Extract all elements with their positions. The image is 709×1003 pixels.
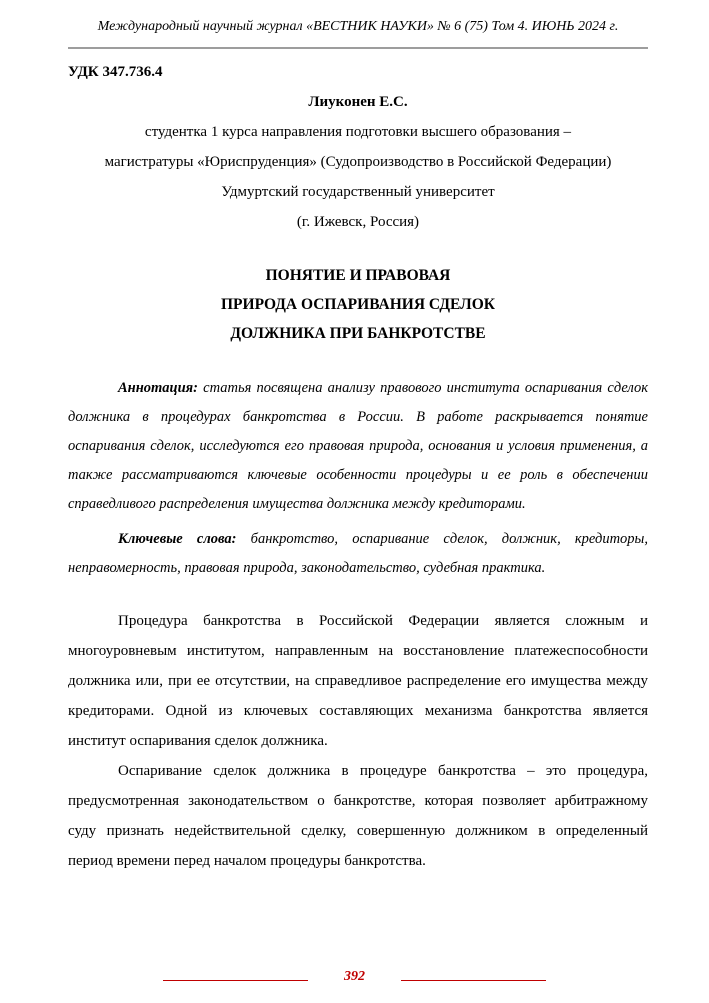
footer-rule-left — [163, 980, 308, 981]
udc-code: УДК 347.736.4 — [68, 64, 163, 80]
article-title-line-2: ПРИРОДА ОСПАРИВАНИЯ СДЕЛОК — [221, 296, 495, 313]
article-title-line-3: ДОЛЖНИКА ПРИ БАНКРОТСТВЕ — [230, 325, 486, 342]
affiliation-line-3: Удмуртский государственный университет — [221, 184, 495, 200]
journal-header: Международный научный журнал «ВЕСТНИК НАУКИ» № 6 (75) Том 4. ИЮНЬ 2024 г. — [97, 19, 619, 34]
affiliation-line-4: (г. Ижевск, Россия) — [296, 214, 420, 230]
author-name: Лиуконен Е.С. — [308, 94, 408, 110]
body-paragraph-2: Оспаривание сделок должника в процедуре банкротства – это процедура, предусмотренная законодательством о банкротстве, которая позволяет арбитражному суду признать недействительной сделку, совершенную должником в определенный период времени перед началом процедуры банкротства. — [68, 763, 648, 869]
page-footer — [0, 969, 709, 985]
keywords-text: банкротство, оспаривание сделок, должник, кредиторы, неправомерность, правовая природа, законодательство, судебная практика. — [68, 531, 648, 576]
page-number: 392 — [344, 969, 365, 984]
abstract-paragraph — [68, 374, 648, 519]
page-header — [68, 18, 648, 49]
footer-rule-right — [401, 980, 546, 981]
affiliation-line-1: студентка 1 курса направления подготовки высшего образования – — [144, 124, 572, 140]
keywords-label: Ключевые слова: — [118, 531, 237, 547]
abstract-text: статья посвящена анализу правового института оспаривания сделок должника в процедурах банкротства в России. В работе раскрывается понятие оспаривания сделок, исследуются его правовая природа, основания и условия применения, а также рассматриваются ключевые особенности процедуры и ее роль в обеспечении справедливого распределения имущества должника между кредиторами. — [68, 380, 648, 512]
abstract-label: Аннотация: — [118, 380, 198, 396]
body-paragraph-1: Процедура банкротства в Российской Федерации является сложным и многоуровневым институтом, направленным на восстановление платежеспособности должника или, при ее отсутствии, на справедливое распределение его имущества между кредиторами. Одной из ключевых составляющих механизма банкротства является институт оспаривания сделок должника. — [68, 613, 648, 749]
article-meta — [68, 57, 648, 237]
affiliation-line-2: магистратуры «Юриспруденция» (Судопроизводство в Российской Федерации) — [104, 154, 612, 170]
article-title — [68, 261, 648, 348]
keywords-paragraph — [68, 525, 648, 583]
article-title-line-1: ПОНЯТИЕ И ПРАВОВАЯ — [265, 267, 451, 284]
header-divider — [68, 47, 648, 49]
